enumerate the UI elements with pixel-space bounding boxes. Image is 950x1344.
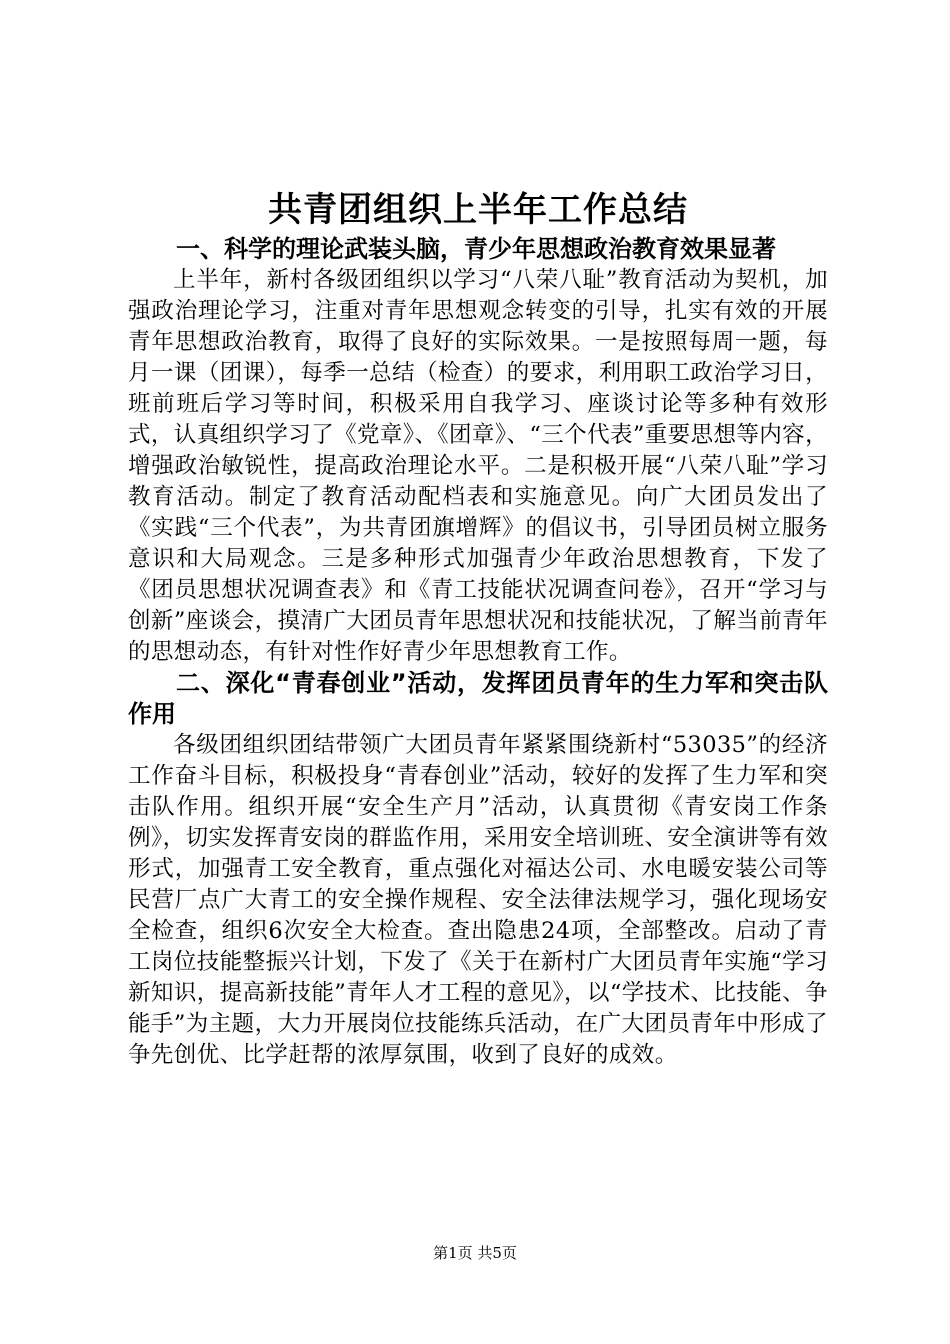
section-2-heading: 二、深化“青春创业”活动，发挥团员青年的生力军和突击队作用	[128, 669, 828, 728]
document-body	[128, 186, 828, 1071]
page-footer: 第1页 共5页	[433, 1244, 517, 1262]
document-title: 共青团组织上半年工作总结	[268, 190, 688, 230]
section-1-heading: 一、科学的理论武装头脑，青少年思想政治教育效果显著	[176, 235, 776, 263]
section-1-paragraph: 上半年，新村各级团组织以学习“八荣八耻”教育活动为契机，加强政治理论学习，注重对青年思想观念转变的引导，扎实有效的开展青年思想政治教育，取得了良好的实际效果。一是按照每周一题，每月一课（团课），每季一总结（检查）的要求，利用职工政治学习日，班前班后学习等时间，积极采用自我学习、座谈讨论等多种有效形式，认真组织学习了《党章》、《团章》、“三个代表”重要思想等内容，增强政治敏锐性，提高政治理论水平。二是积极开展“八荣八耻”学习教育活动。制定了教育活动配档表和实施意见。向广大团员发出了《实践“三个代表”，为共青团旗增辉》的倡议书，引导团员树立服务意识和大局观念。三是多种形式加强青少年政治思想教育，下发了《团员思想状况调查表》和《青工技能状况调查问卷》，召开“学习与创新”座谈会，摸清广大团员青年思想状况和技能状况，了解当前青年的思想动态，有针对性作好青少年思想教育工作。	[128, 267, 828, 665]
section-2-paragraph: 各级团组织团结带领广大团员青年紧紧围绕新村“53035”的经济工作奋斗目标，积极投身“青春创业”活动，较好的发挥了生力军和突击队作用。组织开展“安全生产月”活动，认真贯彻《青安岗工作条例》，切实发挥青安岗的群监作用，采用安全培训班、安全演讲等有效形式，加强青工安全教育，重点强化对福达公司、水电暖安装公司等民营厂点广大青工的安全操作规程、安全法律法规学习，强化现场安全检查，组织6次安全大检查。查出隐患24项，全部整改。启动了青工岗位技能整振兴计划，下发了《关于在新村广大团员青年实施“学习新知识，提高新技能”青年人才工程的意见》，以“学技术、比技能、争能手”为主题，大力开展岗位技能练兵活动，在广大团员青年中形成了争先创优、比学赶帮的浓厚氛围，收到了良好的成效。	[128, 732, 828, 1068]
